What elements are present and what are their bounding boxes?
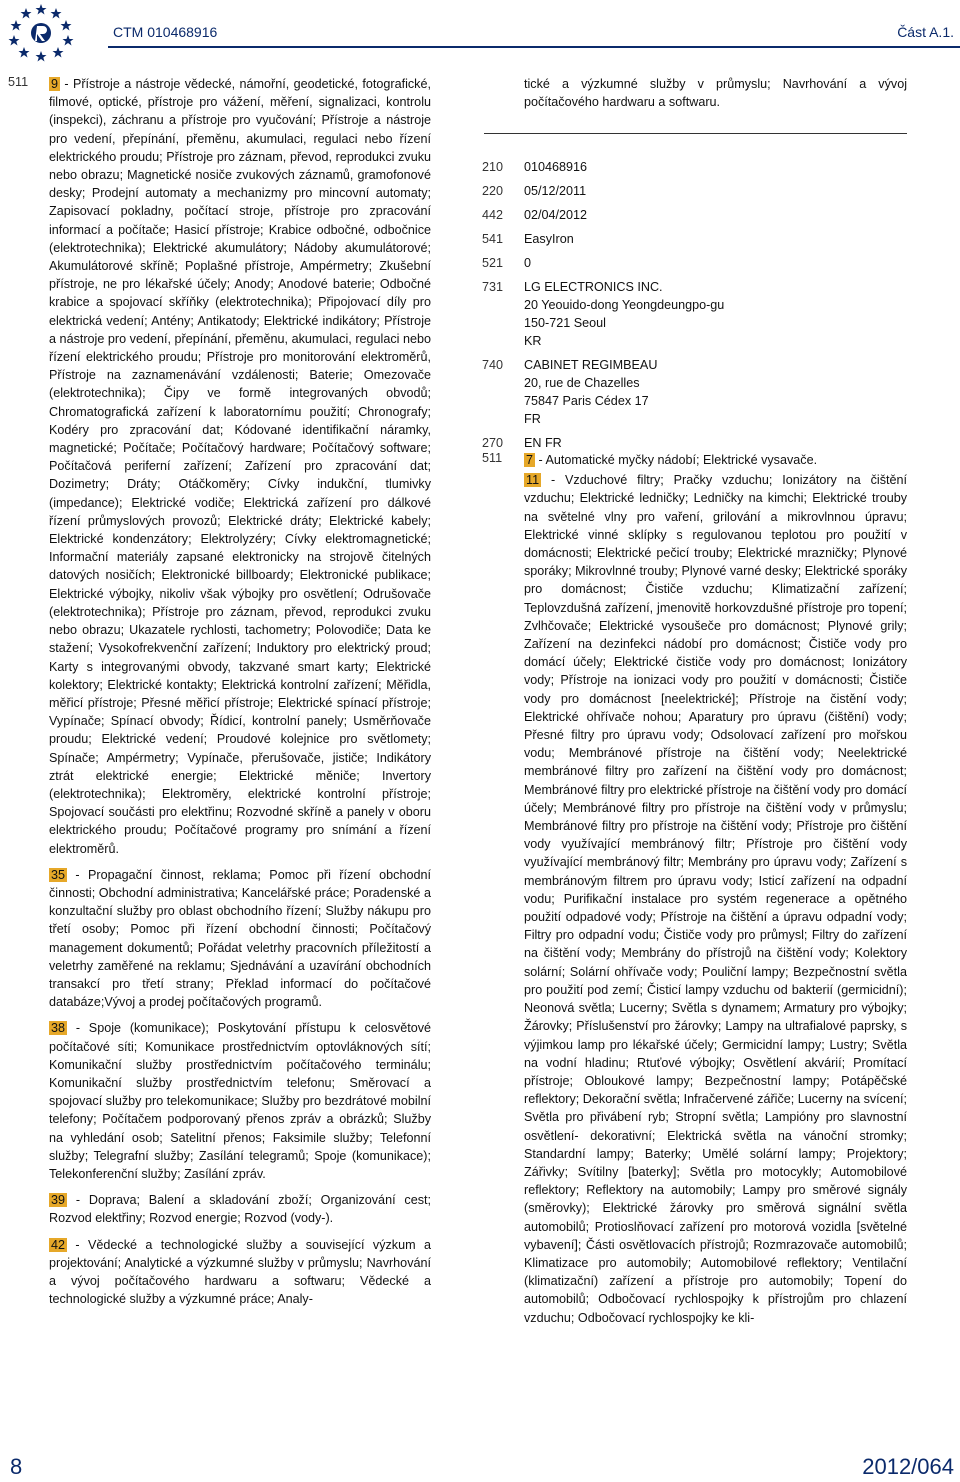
field-code: 541 <box>482 232 504 246</box>
class-number-badge: 38 <box>51 1021 66 1036</box>
right-field-code-511: 511 <box>482 451 503 465</box>
class-text: - Doprava; Balení a skladování zboží; Organizování cest; Rozvod elektřiny; Rozvod energie; Rozvod (vody-). <box>49 1193 431 1226</box>
left-field-code-511: 511 <box>8 75 29 89</box>
field-code: 270 <box>482 436 504 450</box>
field-row <box>482 434 912 452</box>
field-value: EasyIron <box>524 232 574 246</box>
class-text: - Přístroje a nástroje vědecké, námořní, geodetické, fotografické, filmové, optické, přístroje pro vážení, měření, signalizaci, kontrolu (inspekci), záchranu a přístroje pro vyučování; Přístroje a nástroje pro vedení, přepínání, přeměnu, akumulaci, regulaci nebo řízení elektrického proudu; Přístroje pro záznam, převod, reprodukci zvuku nebo obrazu; Magnetické nosiče zvukových záznamů, gramofonové desky; Prodejní automaty a mechanizmy pro mincovní automaty; Zapisovací pokladny, počítací stroje, přístroje pro zpracování informací a počítače; Hasicí přístroje; Krabice odbočné, odbočnice (elektrotechnika); Elektrické akumulátory; Nádoby akumulátorové; Akumulátorové skříně; Poplašné přístroje, Ampérmetry; Zkušební přístroje, ne pro lékařské účely; Anody; Anodové baterie; Odbočné krabice a spojovací skříňky (elektrotechnika); Připojovací díly pro elektrická vedení; Antény; Antikatody; Elektrické indikátory; Přístroje a nástroje pro vedení, přepínání, přeměnu, akumulaci, regulaci nebo řízení elektrického proudu; Přístroje pro monitorování elektroměrů, Přístroje na zaznamenávání vzdálenosti; Baterie; Omezovače (elektrotechnika); Čipy ve formě integrovaných obvodů; Chromatografická zařízení k laboratornímu použití; Chronografy; Kodéry pro zpracování dat; Kódované identifikační náramky, magnetické; Počítače; Počítačový hardware; Počítačový software; Počítačová periferní zařízení; Zařízení pro zpracování dat; Dozimetry; Dráty; Otáčkoměry; Cívky indukční, tlumivky (impedance); Elektrické vodiče; Elektrická zařízení pro dálkové řízení průmyslových provozů; Elektrické dráty; Elektrické kabely; Elektrické kondenzátory; Elektrolyzéry; Cívky elektromagnetické; Informační materiály zapsané elektronicky na strojově čitelných datových nosičích; Elektronické billboardy; Elektronické publikace; Elektrické výbojky, nikoliv však výbojky pro osvětlení; Odrušovače (elektrotechnika); Přístroje pro záznam, převod, reprodukci zvuku nebo obrazu; Ukazatele rychlosti, tachometry; Polovodiče; Data ke stažení; Vysokofrekvenční zařízení; Induktory pro elektrický proud; Karty s integrovanými obvody, takzvané smart karty; Elektrické kolektory; Elektrické kontakty; Elektrická kontrolní zařízení; Měřidla, měřicí přístroje; Přesné měřicí přístroje; Elektrické spínací přístroje; Vypínače; Spínací obvody; Řídicí, kontrolní panely; Usměrňovače proudu; Elektrické vedení; Proudové kolejnice pro světlomety; Spínače; Ampérmetry; Vypínače, přerušovače, jističe; Indikátory ztrát elektrické energie; Elektrické měniče; Invertory (elektrotechnika); Elektroměry, elektrické kontrolní přístroje; Spojovací součásti pro elektřinu; Rozvodné skříně a panely v oboru elektrického proudu; Počítačové programy pro snímání a řízení elektroměrů. <box>49 77 431 856</box>
header-divider <box>108 46 960 48</box>
class-entry <box>49 75 431 858</box>
class-text: - Spoje (komunikace); Poskytování přístupu k celosvětové počítačové síti; Komunikace prostřednictvím optovláknových sítí; Komunikační služby prostřednictvím počítačového terminálu; Komunikační služby prostřednictvím telefonu; Směrovací a spojovací služby pro telekomunikace; Služby pro bezdrátové mobilní telefony; Počítačem podporovaný přenos zpráv a obrázků; Služby na vyhledání osob; Satelitní přenos; Faksimile služby; Telefonní služby; Telegrafní služby; Zasílání telegramů; Spoje (komunikace); Telekonferenční služby; Zasílání zpráv. <box>49 1021 431 1181</box>
field-value: EN FR <box>524 436 562 450</box>
class-entry <box>49 866 431 1012</box>
field-row <box>482 206 912 224</box>
field-value: 20 Yeouido-dong Yeongdeungpo-gu <box>524 298 725 312</box>
class-number-badge: 11 <box>526 473 540 488</box>
field-value: 20, rue de Chazelles <box>524 376 640 390</box>
class-entry <box>49 1191 431 1227</box>
class-text: - Automatické myčky nádobí; Elektrické vysavače. <box>535 453 818 467</box>
eu-stars-logo-icon <box>4 2 78 62</box>
right-goods-services-column <box>524 451 907 1329</box>
field-value: KR <box>524 334 542 348</box>
field-code: 731 <box>482 280 504 294</box>
field-value: 75847 Paris Cédex 17 <box>524 394 649 408</box>
left-goods-services-column <box>49 75 431 1316</box>
field-code: 442 <box>482 208 504 222</box>
class-entry <box>524 471 907 1327</box>
field-value: 010468916 <box>524 160 588 174</box>
record-separator <box>484 133 907 134</box>
class-entry <box>524 451 907 469</box>
field-value: 150-721 Seoul <box>524 316 606 330</box>
class-number-badge: 35 <box>51 867 66 882</box>
field-value: CABINET REGIMBEAU <box>524 358 658 372</box>
field-value: 02/04/2012 <box>524 208 588 222</box>
page-header <box>0 0 960 58</box>
header-part-label: Část A.1. <box>897 24 954 40</box>
issue-number: 2012/064 <box>862 1454 954 1479</box>
field-row <box>482 182 912 200</box>
field-code: 740 <box>482 358 504 372</box>
field-value: FR <box>524 412 541 426</box>
class-number-badge: 42 <box>51 1237 66 1252</box>
header-document-id: CTM 010468916 <box>113 24 218 40</box>
field-row <box>482 278 912 350</box>
field-value: LG ELECTRONICS INC. <box>524 280 663 294</box>
field-value: 05/12/2011 <box>524 184 587 198</box>
class-entry <box>49 1019 431 1183</box>
field-code: 220 <box>482 184 504 198</box>
record-fields <box>482 158 912 458</box>
class-number-badge: 39 <box>51 1193 66 1208</box>
page-number: 8 <box>10 1454 23 1479</box>
class-number-badge: 9 <box>51 77 59 91</box>
class-text: - Vědecké a technologické služby a související výzkum a projektování; Analytické a výzkumné služby v průmyslu; Navrhování a vývoj počítačového hardwaru a softwaru; Vědecké a technologické služby a výzkumné práce; Analy- <box>49 1237 431 1307</box>
field-row <box>482 356 912 428</box>
field-row <box>482 158 912 176</box>
field-code: 210 <box>482 160 504 174</box>
class-entry <box>49 1236 431 1309</box>
field-row <box>482 230 912 248</box>
right-continuation-text: tické a výzkumné služby v průmyslu; Navrhování a vývoj počítačového hardwaru a softwaru. <box>524 77 907 110</box>
field-value: 0 <box>524 256 532 270</box>
class-text: - Propagační činnost, reklama; Pomoc při řízení obchodní činnosti; Obchodní administrativa; Kancelářské práce; Poradenské a konzultační služby pro oblast obchodního řízení; Služby nákupu pro třetí osoby; Pomoc při řízení obchodní činnosti; Počítačový management dokumentů; Pořádat veletrhy pracovních příležitostí a veletrhy zaměřené na reklamu; Sjednávání a uzavírání obchodních transakcí pro třetí strany; Překlad informací do počítačové databáze;Vývoj a prodej počítačových programů. <box>49 867 431 1010</box>
class-number-badge: 7 <box>526 453 534 467</box>
class-text: - Vzduchové filtry; Pračky vzduchu; Ionizátory na čištění vzduchu; Elektrické ledničky; Ledničky na kimchi; Elektrické trouby na světelné vlny pro vaření, grilování a mikrovlnnou úpravu; Elektrické vinné sklípky s regulovanou teplotou pro použití v domácnosti; Elektrické pečicí trouby; Elektrické mrazničky; Plynové sporáky; Mikrovlnné trouby; Plynové varné desky; Elektrické sporáky pro domácnost; Čističe vzduchu; Klimatizační zařízení; Teplovzdušná zařízení, jmenovitě horkovzdušné přístroje pro topení; Zvlhčovače; Elektrické vysoušeče pro domácnost; Plynové grily; Zařízení na dezinfekci nádobí pro domácnost; Čističe vody pro domácí účely; Elektrické čističe vody pro domácnost; Ionizátory vody; Přístroje na ionizaci vody pro použití v domácnosti; Čističe vody pro domácnost [neelektrické]; Přístroje na čistění vody; Elektrické ohřívače nohou; Aparatury pro úpravu (čištění) vody; Přesné filtry pro úpravu vody; Odsolovací zařízení pro mořskou vodu; Membránové přístroje na čištění vody; Neelektrické membránové filtry pro zařízení na čištění vody pro domácnost; Membránové filtry pro elektrické přístroje na čištění vody pro domácí účely; Membránové filtry pro přístroje na čištění vody v průmyslu; Membránové filtry pro přístroje na čištění vody; Přístroje pro čištění vody využívající membránový filtr; Přístroje pro čištění vody využívající membránový filtr; Membrány pro úpravu vody; Zařízení s membránovým filtrem pro úpravu vody; Isticí zařízení na odpadní vodu; Purifikační instalace pro systém regenerace a opětného použití odpadové vody; Přístroje na čištění a úpravu odpadní vody; Filtry pro odpadní vodu; Čističe vody pro průmysl; Filtry do zařízení na čištění vody; Membrány do přístrojů na čištění vody; Kolektory solární; Solární ohřívače vody; Pouliční lampy; Bezpečnostní světla pro použití pod zemí; Čisticí lampy vzduchu od bakterií (germicidní); Neonová světla; Lucerny; Světla s dynamem; Armatury pro výbojky; Žárovky; Příslušenství pro žárovky; Lampy na ultrafialové paprsky, s výjimkou lamp pro lékařské účely; Germicidní lampy; Lustry; Světla na vodní hladinu; Rtuťové výbojky; Osvětlení akvárií; Promítací přístroje; Obloukové lampy; Bezpečnostní lampy; Potápěčské reflektory; Dekorační světla; Infračervené zářiče; Lucerny na svícení; Světla pro přivábení ryb; Stropní světla; Lampióny pro slavnostní osvětlení- dekorativní; Elektrická světla na vánoční stromky; Standardní lampy; Baterky; Umělé solární lampy; Projektory; Zářivky; Svítilny [baterky]; Světla pro motocykly; Automobilové reflektory; Reflektory na automobily; Lampy pro směrové signály (směrovky); Elektrické žárovky pro směrová signální světla automobilů; Protioslňovací zařízení pro motorová vozidla [světelné vybavení]; Části osvětlovacích přístrojů; Rozmrazovače automobilů; Klimatizace pro automobily; Automobilové reflektory; Ventilační (klimatizační) zařízení a přístroje pro automobily; Topení do automobilů; Odbočovací rychlospojky k přístrojům pro chlazení vzduchu; Odbočovací rychlospojky ke kli- <box>524 473 907 1325</box>
field-code: 521 <box>482 256 504 270</box>
field-row <box>482 254 912 272</box>
